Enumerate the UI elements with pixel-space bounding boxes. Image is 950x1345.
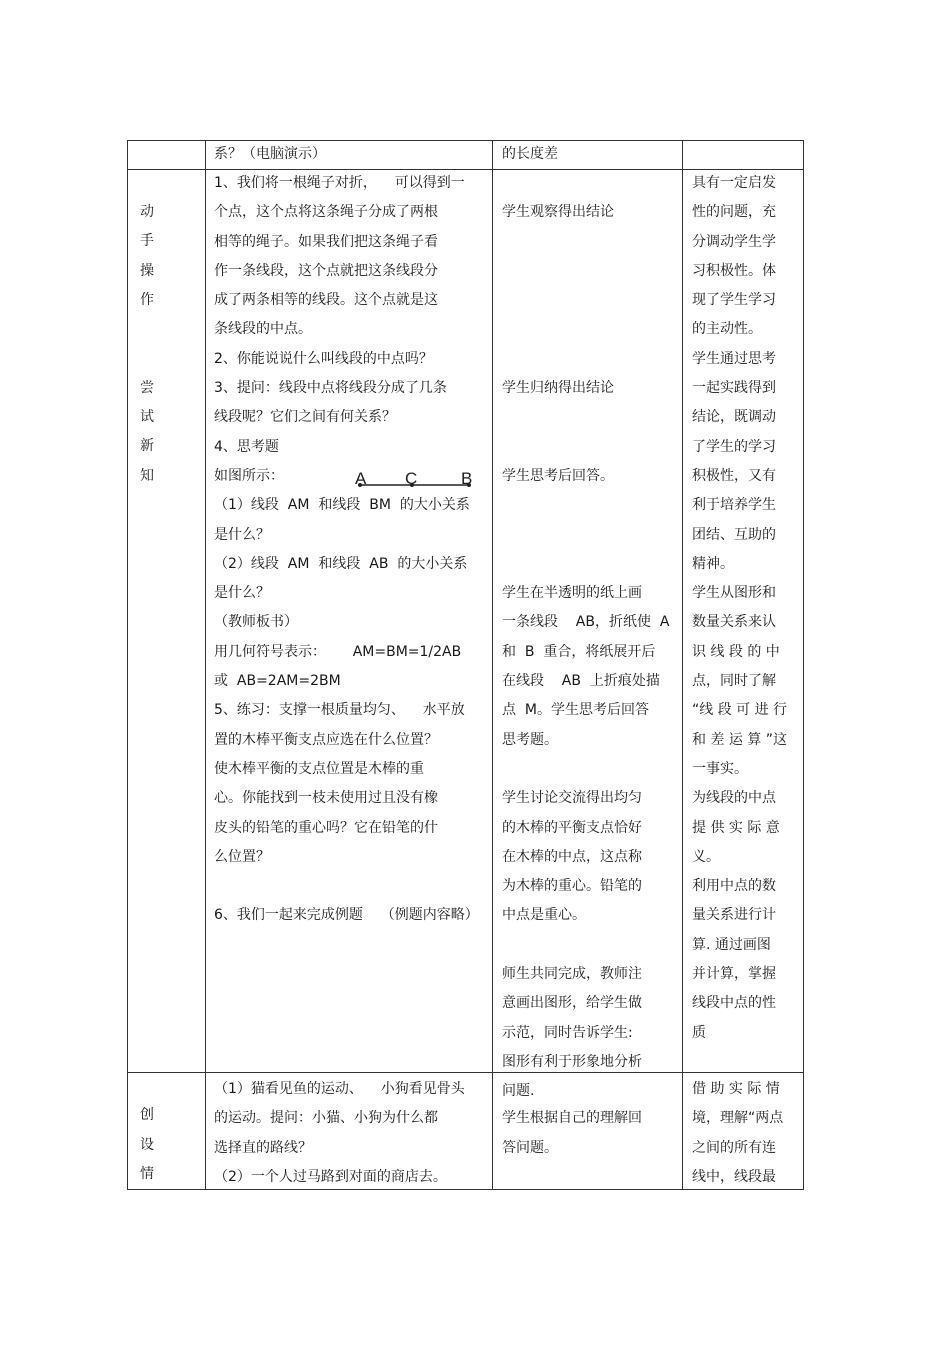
text-line: 学生从图形和 [692,585,776,602]
label-a: A [355,469,367,488]
text-line: 动 [140,204,154,220]
text-line: 心。你能找到一枝未使用过且没有橡 [214,790,438,807]
text-line: 置的木棒平衡支点应选在什么位置？ [214,731,438,748]
text-line: 和 B 重合，将纸展开后 [502,643,656,660]
segment-diagram [355,467,480,491]
text-line: 3、提问：线段中点将线段分成了几条 [214,380,447,397]
text-line: 学生思考后回答。 [502,467,614,484]
text-line: 的主动性。 [692,321,762,338]
text-line: 为线段的中点 [692,790,776,807]
text-line: 学生归纳得出结论 [502,380,614,397]
text-line: （1）猫看见鱼的运动、 小狗看见骨头 [214,1081,465,1097]
text-line: 是什么？ [214,526,270,543]
text-line [502,521,679,550]
text-line: 条线段的中点。 [214,321,312,338]
text-line [502,286,679,315]
column-divider [492,140,493,1190]
text-line: 答问题。 [502,1139,558,1156]
text-line: 算. 通过画图 [692,936,771,953]
text-line [502,403,679,432]
text-line: 现了学生学习 [692,292,776,309]
section1-student-activity [502,169,679,1107]
text-line: 数量关系来认 [692,614,776,631]
column-divider [205,140,206,1190]
text-line: 量关系进行计 [692,907,776,924]
text-line [502,345,679,374]
text-line: 借 助 实 际 情 [692,1081,780,1097]
section1-label [135,198,159,491]
text-line: 利用中点的数 [692,878,776,895]
column-divider [127,140,128,1190]
text-line: 之间的所有连 [692,1139,776,1156]
text-line: 提 供 实 际 意 [692,819,780,836]
text-line [502,755,679,784]
section1-content [214,169,489,931]
text-line: 一条线段 AB，折纸使 A [502,614,670,631]
text-line [502,315,679,344]
text-line [502,491,679,520]
text-line: 皮头的铅笔的重心吗？它在铅笔的什 [214,819,438,836]
text-line: 精神。 [692,555,734,572]
text-line: 利于培养学生 [692,497,776,514]
text-line: 设 [140,1136,154,1153]
text-line: 成了两条相等的线段。这个点就是这 [214,292,438,309]
label-c: C [405,469,418,488]
text-line [502,257,679,286]
text-line: 一事实。 [692,760,748,777]
text-line [502,550,679,579]
text-line: 的木棒的平衡支点恰好 [502,819,642,836]
text-line: 相等的绳子。如果我们把这条绳子看 [214,233,438,250]
text-line: 和 差 运 算 ”这 [692,731,788,748]
text-line: 或 AB=2AM=2BM [214,673,341,690]
text-line: 选择直的路线？ [214,1139,312,1156]
text-line: 4、思考题 [214,438,279,455]
text-line [502,931,679,960]
header-cell-student [502,140,679,169]
text-line [502,1075,679,1104]
text-line: 点，同时了解 [692,673,776,690]
text-line: 了学生的学习 [692,438,776,455]
text-line: （2）一个人过马路到对面的商店去。 [214,1168,447,1185]
text-line: 尝 [140,379,154,396]
text-line: 2、你能说说什么叫线段的中点吗？ [214,350,433,367]
text-line: 试 [140,409,154,426]
text-line: 线段呢？它们之间有何关系？ [214,409,396,426]
text-line: 习积极性。体 [692,262,776,279]
row-divider [127,1072,804,1073]
text-line: 的运动。提问：小猫、小狗为什么都 [214,1110,438,1127]
text-line: 如图所示： [214,467,284,484]
text-line: 个点，这个点将这条绳子分成了两根 [214,204,438,221]
text-line: 图形有利于形象地分析 [502,1053,642,1070]
text-line: 学生观察得出结论 [502,204,614,221]
text-line: 学生通过思考 [692,350,776,367]
text-line: 操 [140,262,154,279]
text-line: 新 [140,438,154,455]
text-line: 义。 [692,848,720,865]
text-line: 结论，既调动 [692,409,776,426]
text-line: 在木棒的中点，这点称 [502,848,642,865]
header-text: 系？（电脑演示） [214,146,326,162]
text-line: 性的问题，充 [692,204,776,221]
text-line [135,315,159,344]
text-line: 问题. [502,1083,535,1100]
text-line: （2）线段 AM 和线段 AB 的大小关系 [214,555,468,572]
text-line: 并计算，掌握 [692,966,776,983]
header-text: 的长度差 [502,146,558,162]
text-line: 创 [140,1107,154,1124]
header-cell-content [214,140,489,169]
text-line: 1、我们将一根绳子对折， 可以得到一 [214,175,465,191]
section2-label [135,1072,159,1189]
text-line: 团结、互助的 [692,526,776,543]
text-line: （1）线段 AM 和线段 BM 的大小关系 [214,497,470,514]
text-line: 中点是重心。 [502,907,586,924]
text-line: 作 [140,291,154,308]
section2-student-activity [502,1075,679,1163]
text-line: 知 [140,467,154,484]
text-line: “线 段 可 进 行 [692,702,788,719]
section2-content [214,1075,489,1192]
text-line: 质 [692,1024,706,1041]
text-line: 点 M。学生思考后回答 [502,702,649,719]
text-line: 为木棒的重心。铅笔的 [502,878,642,895]
section1-design-intent [692,169,797,1048]
text-line: 师生共同完成，教师注 [502,966,642,983]
text-line: 分调动学生学 [692,233,776,250]
text-line: 具有一定启发 [692,175,776,191]
text-line [214,872,489,901]
text-line: 情 [140,1165,154,1182]
text-line: 作一条线段，这个点就把这条线段分 [214,262,438,279]
lesson-plan-table [127,140,804,1190]
column-divider [682,140,683,1190]
text-line: 么位置？ [214,848,270,865]
text-line [135,344,159,373]
text-line: 用几何符号表示： AM=BM=1/2AB [214,643,462,660]
text-line: 5、练习：支撑一根质量均匀、 水平放 [214,702,465,719]
section2-design-intent [692,1075,797,1192]
text-line: 线中，线段最 [692,1168,776,1185]
text-line: 思考题。 [502,731,558,748]
text-line: 手 [140,233,154,250]
text-line: 在线段 AB 上折痕处描 [502,673,660,690]
text-line: 学生在半透明的纸上画 [502,585,642,602]
text-line: 6、我们一起来完成例题 （例题内容略） [214,907,479,924]
text-line: （教师板书） [214,614,298,631]
text-line: 积极性，又有 [692,467,776,484]
text-line [502,169,679,198]
text-line: 学生讨论交流得出均匀 [502,790,642,807]
text-line: 境，理解“两点 [692,1110,784,1127]
text-line [135,1072,159,1101]
text-line: 是什么？ [214,585,270,602]
label-b: B [461,469,473,488]
text-line: 线段中点的性 [692,995,776,1012]
text-line: 示范，同时告诉学生: [502,1024,633,1041]
text-line [502,228,679,257]
text-line: 识 线 段 的 中 [692,643,780,660]
text-line: 使木棒平衡的支点位置是木棒的重 [214,760,424,777]
text-line: 意画出图形，给学生做 [502,995,642,1012]
text-line [502,433,679,462]
column-divider [803,140,804,1190]
text-line: 学生根据自己的理解回 [502,1110,642,1127]
text-line: 一起实践得到 [692,380,776,397]
